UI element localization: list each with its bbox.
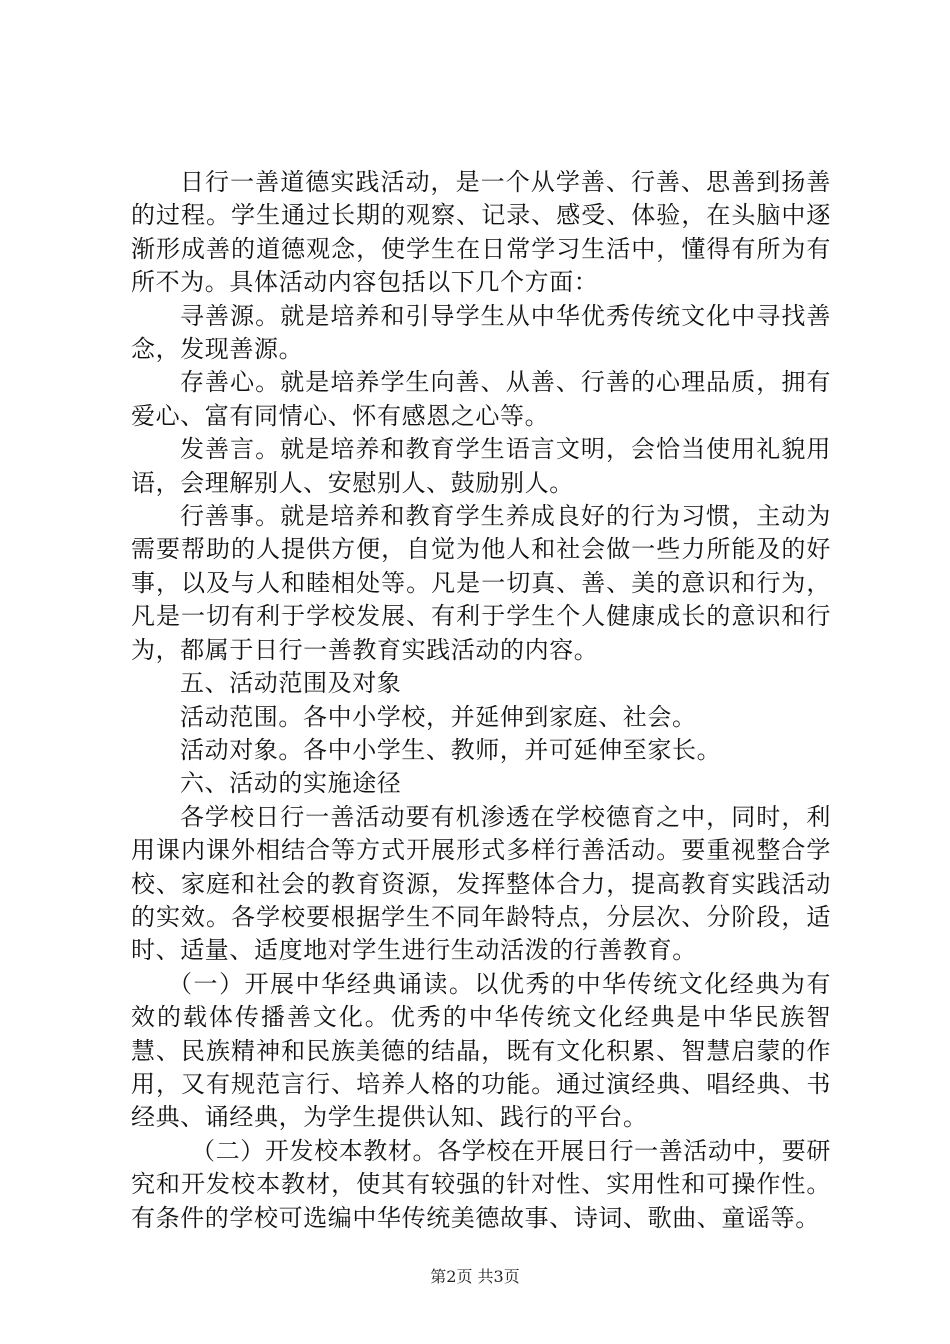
paragraph-targets: 活动对象。各中小学生、教师，并可延伸至家长。: [180, 735, 722, 764]
paragraph-good-deeds: 行善事。就是培养和教育学生养成良好的行为习惯，主动为需要帮助的人提供方便，自觉为他人和社会做一些力所能及的好事，以及与人和睦相处等。凡是一切真、善、美的意识和行为，凡是一切有利于学校发展、有利于学生个人健康成长的意识和行为，都属于日行一善教育实践活动的内容。: [131, 502, 831, 664]
paragraph-good-words: 发善言。就是培养和教育学生语言文明，会恰当使用礼貌用语，会理解别人、安慰别人、鼓励别人。: [131, 435, 831, 497]
paragraph-seek-goodness: 寻善源。就是培养和引导学生从中华优秀传统文化中寻找善念，发现善源。: [131, 301, 831, 364]
section-heading-implementation: 六、活动的实施途径: [180, 769, 402, 798]
paragraph-school-textbooks: （二）开发校本教材。各学校在开展日行一善活动中，要研究和开发校本教材，使其有较强的针对性、实用性和可操作性。有条件的学校可选编中华传统美德故事、诗词、歌曲、童谣等。: [131, 1136, 831, 1232]
paragraph-scope: 活动范围。各中小学校，并延伸到家庭、社会。: [180, 702, 697, 731]
paragraph-keep-good-heart: 存善心。就是培养学生向善、从善、行善的心理品质，拥有爱心、富有同情心、怀有感恩之心等。: [131, 368, 831, 430]
document-body: [131, 166, 831, 1235]
paragraph-classics-reading: （一）开展中华经典诵读。以优秀的中华传统文化经典为有效的载体传播善文化。优秀的中华传统文化经典是中华民族智慧、民族精神和民族美德的结晶，既有文化积累、智慧启蒙的作用，又有规范言行、培养人格的功能。通过演经典、唱经典、书经典、诵经典，为学生提供认知、践行的平台。: [131, 969, 831, 1132]
paragraph-implementation: 各学校日行一善活动要有机渗透在学校德育之中，同时，利用课内课外相结合等方式开展形式多样行善活动。要重视整合学校、家庭和社会的教育资源，发挥整体合力，提高教育实践活动的实效。各学校要根据学生不同年龄特点，分层次、分阶段，适时、适量、适度地对学生进行生动活泼的行善教育。: [131, 802, 831, 965]
page-number-label: 第2页 共3页: [430, 1267, 520, 1286]
page-footer: [0, 1267, 950, 1287]
paragraph-intro: 日行一善道德实践活动，是一个从学善、行善、思善到扬善的过程。学生通过长期的观察、记录、感受、体验，在头脑中逐渐形成善的道德观念，使学生在日常学习生活中，懂得有所为有所不为。具体活动内容包括以下几个方面：: [131, 168, 831, 297]
section-heading-scope: 五、活动范围及对象: [180, 669, 402, 698]
